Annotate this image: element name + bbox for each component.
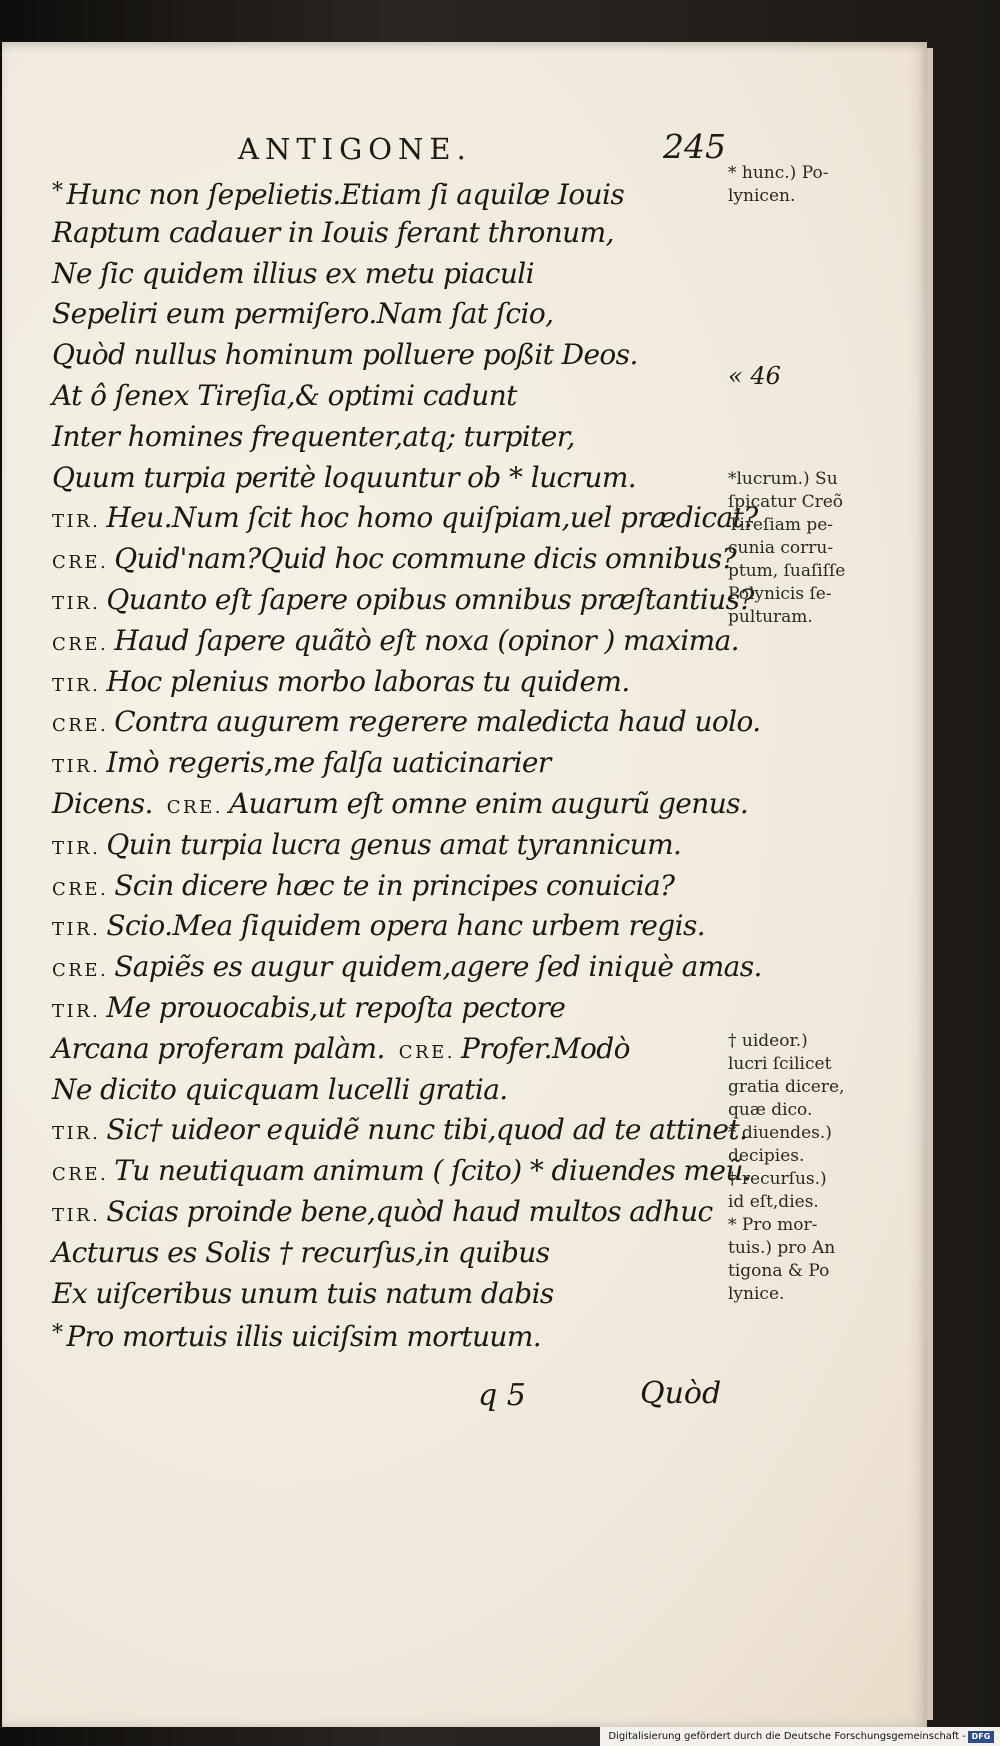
verse-text: Inter homines frequenter,atq; turpiter, xyxy=(52,419,575,453)
margin-number: « 46 xyxy=(728,362,781,390)
verse-line xyxy=(52,743,732,784)
verse-line xyxy=(52,1192,732,1233)
margin-note-line: ſpicatur Creõ xyxy=(728,492,844,512)
verse-text: Quòd nullus hominum polluere poßit Deos. xyxy=(52,338,638,372)
verse-line xyxy=(52,702,761,743)
verse-text: Sic† uideor equidẽ nunc tibi,quod ad te attinet. xyxy=(106,1113,748,1147)
margin-note-line: † recurſus.) xyxy=(728,1169,827,1189)
verse-line xyxy=(52,1233,732,1274)
verse-line xyxy=(52,1151,752,1192)
verse-line xyxy=(52,294,732,335)
verse-line xyxy=(52,335,732,376)
margin-note-uideor xyxy=(728,1030,844,1306)
verse-line xyxy=(52,1070,732,1111)
margin-note-line: * diuendes.) xyxy=(728,1123,832,1143)
verse-text: Quid'nam?Quid hoc commune dicis omnibus? xyxy=(114,542,736,576)
dfg-logo: DFG xyxy=(968,1731,994,1743)
verse-line xyxy=(52,172,732,213)
digitization-footer: Digitalisierung gefördert durch die Deutsche Forschungsgemeinschaft - xyxy=(600,1727,1000,1746)
margin-note-line: decipies. xyxy=(728,1146,805,1166)
verse-line xyxy=(52,580,754,621)
verse-line xyxy=(52,1110,748,1151)
speaker-label: CRE. xyxy=(52,960,109,982)
verse-text: Ne ſic quidem illius ex metu piaculi xyxy=(52,256,535,290)
verse-text: Ne dicito quicquam lucelli gratia. xyxy=(52,1072,508,1106)
margin-note-lucrum xyxy=(728,468,845,629)
verse-text: Dicens. xyxy=(52,786,153,820)
margin-note-line: Polynicis ſe- xyxy=(728,584,832,604)
verse-line xyxy=(52,621,739,662)
verse-line xyxy=(52,1029,732,1070)
verse-text: Arcana proferam palàm. xyxy=(52,1031,385,1065)
speaker-label: CRE. xyxy=(52,715,109,737)
verse-text: Raptum cadauer in Iouis ferant thronum, xyxy=(52,215,614,249)
verse-text: Profer.Modò xyxy=(460,1031,630,1065)
verse-text: Imò regeris,me falſa uaticinarier xyxy=(106,746,551,780)
speaker-label: CRE. xyxy=(52,552,109,574)
verse-text: Quin turpia lucra genus amat tyrannicum. xyxy=(106,827,682,861)
margin-note-line: lucri ſcilicet xyxy=(728,1054,832,1074)
speaker-label: TIR. xyxy=(52,919,101,941)
verse-line xyxy=(52,866,732,907)
verse-line xyxy=(52,417,732,458)
verse-line xyxy=(52,784,749,825)
speaker-label: TIR. xyxy=(52,1000,101,1022)
verse-line xyxy=(52,213,732,254)
verse-line xyxy=(52,947,762,988)
speaker-label: TIR. xyxy=(52,1123,101,1145)
verse-text: Ex uiſceribus unum tuis natum dabis xyxy=(52,1276,554,1310)
signature-mark: q 5 xyxy=(478,1378,526,1413)
margin-note-line: lynice. xyxy=(728,1284,785,1304)
margin-note-line: * hunc.) Po- xyxy=(728,163,829,183)
margin-note-line: *lucrum.) Su xyxy=(728,469,838,489)
speaker-label: TIR. xyxy=(52,511,101,533)
speaker-label: TIR. xyxy=(52,674,101,696)
page-number: 245 xyxy=(663,127,726,166)
verse-line xyxy=(52,254,732,295)
margin-note-line: cunia corru- xyxy=(728,538,834,558)
verse-line xyxy=(52,458,732,499)
verse-text: Hunc non ſepelietis.Etiam ſi aquilæ Iouis xyxy=(66,178,625,211)
verse-text: Contra augurem regerere maledicta haud uolo. xyxy=(114,705,761,739)
verse-text: Acturus es Solis † recurſus,in quibus xyxy=(52,1235,550,1269)
verse-text: Scias proinde bene,quòd haud multos adhuc xyxy=(106,1194,713,1228)
margin-note-line: lynicen. xyxy=(728,186,796,206)
verse-line xyxy=(52,539,736,580)
margin-note-line: tuis.) pro An xyxy=(728,1238,836,1258)
margin-note-line: id eſt,dies. xyxy=(728,1192,819,1212)
verse-text: Tu neutiquam animum ( ſcito) * diuendes meũ. xyxy=(114,1154,752,1188)
verse-text: At ô ſenex Tireſia,& optimi cadunt xyxy=(52,378,517,412)
verse-line xyxy=(52,376,732,417)
verse-text: Auarum eſt omne enim augurũ genus. xyxy=(228,786,749,820)
catchword: Quòd xyxy=(640,1376,722,1411)
margin-note-line: quæ dico. xyxy=(728,1100,813,1120)
verse-text: Scin dicere hæc te in principes conuicia? xyxy=(114,868,675,902)
verse-text: Pro mortuis illis uiciſsim mortuum. xyxy=(66,1320,542,1354)
margin-note-line: tigona & Po xyxy=(728,1261,830,1281)
verse-text: Quanto eſt ſapere opibus omnibus præſtantius? xyxy=(106,582,754,616)
verse-line xyxy=(52,988,732,1029)
running-head: ANTIGONE. xyxy=(238,132,472,166)
speaker-label: TIR. xyxy=(52,592,101,614)
verse-text: Haud ſapere quãtò eſt noxa (opinor ) maxima. xyxy=(114,623,739,657)
verse-line xyxy=(52,662,732,703)
verse-text: Hoc plenius morbo laboras tu quidem. xyxy=(106,664,630,698)
verse-text: Me prouocabis,ut repoſta pectore xyxy=(106,990,566,1024)
verse-line xyxy=(52,1314,732,1355)
speaker-label: CRE. xyxy=(52,878,109,900)
note-reference-mark: * xyxy=(52,179,63,204)
verse-line xyxy=(52,498,758,539)
margin-note-line: ptum, ſuaſiſſe xyxy=(728,561,846,581)
verse-text: Scio.Mea ſiquidem opera hanc urbem regis. xyxy=(106,909,706,943)
margin-note-line: † uideor.) xyxy=(728,1031,808,1051)
verse-text: Sepeliri eum permiſero.Nam ſat ſcio, xyxy=(52,297,554,331)
verse-line xyxy=(52,825,732,866)
margin-note-line: * Pro mor- xyxy=(728,1215,818,1235)
verse-text: Sapiẽs es augur quidem,agere ſed iniquè amas. xyxy=(114,950,762,984)
margin-note-line: gratia dicere, xyxy=(728,1077,845,1097)
speaker-label: TIR. xyxy=(52,837,101,859)
margin-note-line: Tireſiam pe- xyxy=(728,515,834,535)
note-reference-mark: * xyxy=(52,1321,63,1347)
verse-text: Heu.Num ſcit hoc homo quiſpiam,uel prædicat? xyxy=(106,501,758,535)
page-edge xyxy=(927,48,933,1720)
verse-line xyxy=(52,906,732,947)
margin-note-line: pulturam. xyxy=(728,607,813,627)
speaker-label: TIR. xyxy=(52,1204,101,1226)
speaker-label: CRE. xyxy=(52,1164,109,1186)
speaker-label: CRE. xyxy=(398,1041,455,1063)
speaker-label: CRE. xyxy=(52,633,109,655)
margin-note-hunc xyxy=(728,162,828,208)
verse-text: Quum turpia peritè loquuntur ob * lucrum. xyxy=(52,460,637,494)
speaker-label: TIR. xyxy=(52,756,101,778)
verse-line xyxy=(52,1274,732,1315)
speaker-label: CRE. xyxy=(166,796,223,818)
